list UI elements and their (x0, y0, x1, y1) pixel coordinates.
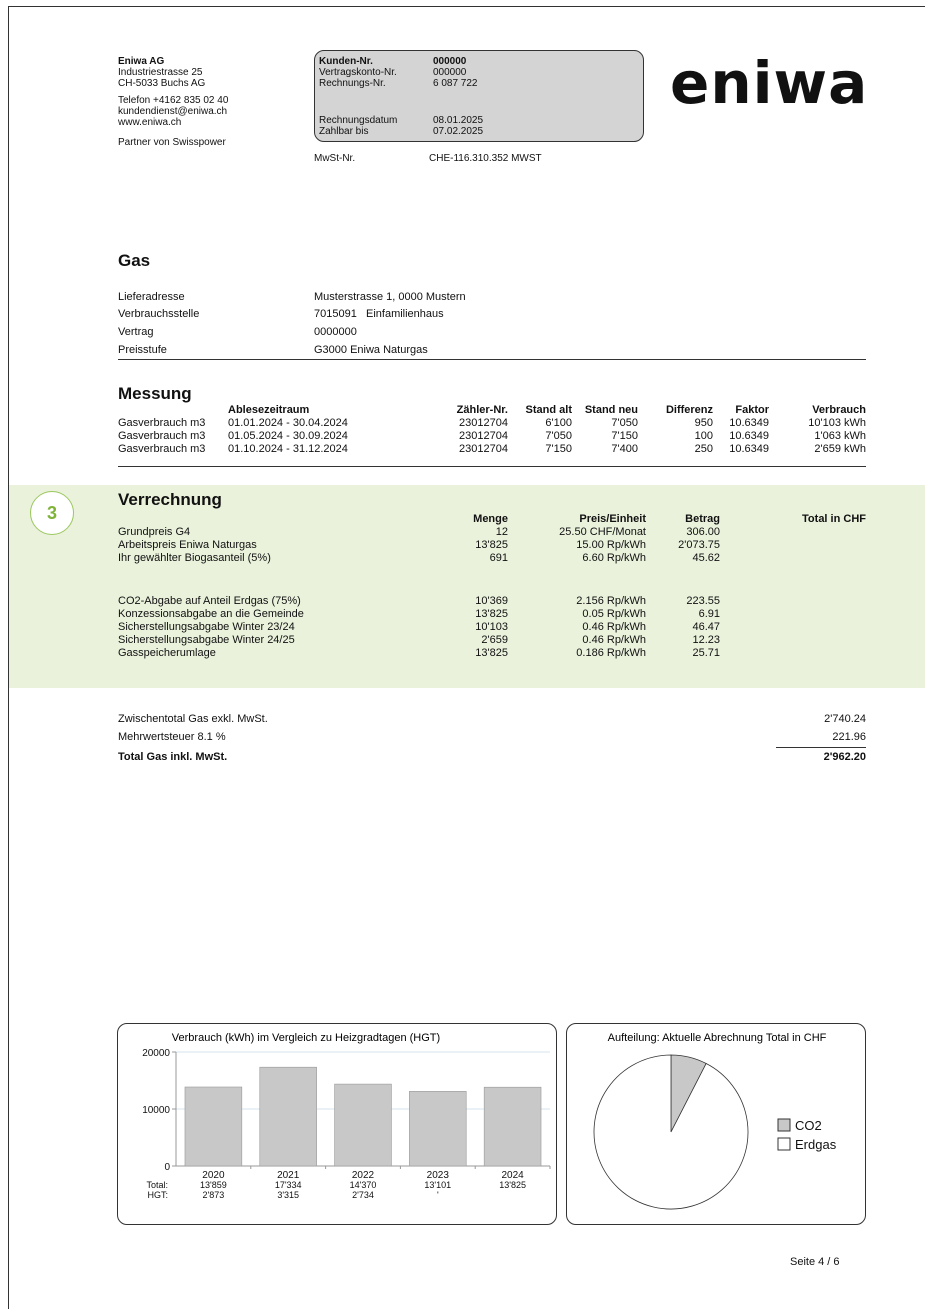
table-cell: 2'659 (481, 634, 508, 646)
hgt-row-label: HGT: (147, 1190, 168, 1200)
gas-detail-row (118, 343, 428, 357)
table-cell: 7'050 (545, 430, 572, 442)
table-cell: 7'050 (611, 417, 638, 429)
table-header-row (118, 513, 866, 526)
table-cell: Sicherstellungsabgabe Winter 23/24 (118, 621, 295, 633)
table-cell: 6'100 (545, 417, 572, 429)
total-label: 14'370 (349, 1180, 377, 1190)
table-cell: 23012704 (459, 443, 508, 455)
sender-email: kundendienst@eniwa.ch (118, 106, 228, 117)
vat-number-row (314, 153, 542, 164)
chart-title: Verbrauch (kWh) im Vergleich zu Heizgradtagen (HGT) (171, 1032, 441, 1044)
invoice-date-value: 08.01.2025 (433, 115, 484, 126)
x-tick-label: 2023 (426, 1170, 449, 1181)
table-cell: 13'825 (475, 647, 508, 659)
vat-label: Mehrwertsteuer 8.1 % (118, 731, 226, 743)
messung-section-title: Messung (118, 384, 192, 403)
table-row (118, 430, 866, 443)
bar-2021 (260, 1067, 317, 1166)
table-cell: 7'400 (611, 443, 638, 455)
subtotal-label: Zwischentotal Gas exkl. MwSt. (118, 713, 268, 725)
invoice-date-row (319, 115, 484, 126)
invoice-date-label: Rechnungsdatum (319, 115, 398, 126)
table-cell: 6.60 Rp/kWh (582, 552, 646, 564)
billing-table (118, 513, 866, 660)
column-header: Stand alt (525, 404, 572, 416)
column-header: Preis/Einheit (579, 513, 646, 525)
table-cell: 2'659 kWh (814, 443, 866, 455)
column-header: Differenz (665, 404, 713, 416)
due-date-row (319, 126, 484, 137)
total-label: 13'859 (200, 1180, 227, 1190)
gas-detail-label: Lieferadresse (118, 291, 185, 303)
page-number: Seite 4 / 6 (790, 1256, 840, 1268)
sender-partner: Partner von Swisspower (118, 137, 226, 148)
table-cell: 691 (489, 552, 508, 564)
table-row (118, 417, 866, 430)
total-label: 13'101 (424, 1180, 452, 1190)
table-cell: 10.6349 (729, 443, 769, 455)
legend-label: Erdgas (795, 1137, 837, 1152)
contract-account-row (319, 67, 467, 78)
table-cell: 0.05 Rp/kWh (582, 608, 646, 620)
table-cell: 950 (694, 417, 713, 429)
invoice-no-value: 6 087 722 (433, 78, 478, 89)
sender-city: CH-5033 Buchs AG (118, 78, 206, 89)
table-cell: Sicherstellungsabgabe Winter 24/25 (118, 634, 295, 646)
billing-section-title: Verrechnung (118, 490, 222, 509)
customer-no-value: 000000 (433, 56, 467, 67)
pie-slice-erdgas (594, 1055, 748, 1209)
table-cell: 10'103 (475, 621, 508, 633)
table-cell: 1'063 kWh (814, 430, 866, 442)
column-header: Verbrauch (812, 404, 866, 416)
column-header: Menge (473, 513, 508, 525)
customer-no-row (319, 56, 467, 67)
table-cell: 23012704 (459, 430, 508, 442)
table-cell: Gasverbrauch m3 (118, 430, 206, 442)
measurement-table (118, 404, 866, 456)
gas-detail-value: 0000000 (314, 326, 357, 338)
table-cell: 45.62 (692, 552, 720, 564)
table-row (118, 552, 866, 565)
table-cell: Gasspeicherumlage (118, 647, 216, 659)
gas-detail-label: Preisstufe (118, 344, 167, 356)
legend-swatch (778, 1119, 790, 1131)
hgt-label: 2'734 (352, 1190, 374, 1200)
table-cell: 2.156 Rp/kWh (576, 595, 646, 607)
table-cell: 15.00 Rp/kWh (576, 539, 646, 551)
table-row (118, 634, 866, 647)
hgt-label: 3'315 (277, 1190, 300, 1200)
total-label: 17'334 (274, 1180, 302, 1190)
table-cell: 13'825 (475, 608, 508, 620)
table-cell: 306.00 (686, 526, 720, 538)
table-header-row (118, 404, 866, 417)
table-cell: Gasverbrauch m3 (118, 443, 206, 455)
bar-2023 (409, 1091, 466, 1166)
invoice-no-label: Rechnungs-Nr. (319, 78, 386, 89)
invoice-no-row (319, 78, 478, 89)
sender-street: Industriestrasse 25 (118, 67, 203, 78)
y-tick-label: 10000 (142, 1105, 170, 1116)
column-header: Zähler-Nr. (456, 404, 508, 416)
table-cell: 12.23 (692, 634, 720, 646)
table-cell: 7'150 (545, 443, 572, 455)
table-cell: 23012704 (459, 417, 508, 429)
table-cell: 46.47 (692, 621, 720, 633)
due-date-value: 07.02.2025 (433, 126, 484, 137)
consumption-chart-panel (117, 1023, 557, 1225)
table-cell: 01.01.2024 - 30.04.2024 (228, 417, 348, 429)
contract-account-label: Vertragskonto-Nr. (319, 67, 397, 78)
sender-phone: Telefon +4162 835 02 40 (118, 95, 229, 106)
table-cell: 25.71 (692, 647, 720, 659)
total-divider (776, 747, 866, 748)
vat-value: 221.96 (832, 731, 866, 743)
table-cell: 10'103 kWh (808, 417, 866, 429)
column-header: Stand neu (584, 404, 638, 416)
table-cell: 250 (694, 443, 713, 455)
y-tick-label: 20000 (142, 1048, 170, 1059)
chart-title: Aufteilung: Aktuelle Abrechnung Total in CHF (607, 1032, 827, 1044)
table-cell: CO2-Abgabe auf Anteil Erdgas (75%) (118, 595, 301, 607)
gas-detail-label: Vertrag (118, 326, 154, 338)
sender-address (118, 56, 228, 148)
gas-detail-value: G3000 Eniwa Naturgas (314, 344, 428, 356)
subtotal-value: 2'740.24 (824, 713, 866, 725)
table-cell: 0.46 Rp/kWh (582, 621, 646, 633)
table-cell: Konzessionsabgabe an die Gemeinde (118, 608, 304, 620)
table-cell: 0.186 Rp/kWh (576, 647, 646, 659)
column-header: Total in CHF (802, 513, 866, 525)
table-row (118, 647, 866, 660)
due-date-label: Zahlbar bis (319, 126, 369, 137)
step-badge: 3 (30, 491, 74, 535)
table-cell: 12 (495, 526, 508, 538)
divider (118, 359, 866, 360)
table-cell: 01.10.2024 - 31.12.2024 (228, 443, 348, 455)
consumption-bar-chart (118, 1024, 558, 1226)
x-tick-label: 2024 (501, 1170, 524, 1181)
y-tick-label: 0 (164, 1162, 170, 1173)
customer-info-box (314, 50, 644, 142)
table-row (118, 526, 866, 539)
legend-swatch (778, 1138, 790, 1150)
table-cell: 10.6349 (729, 430, 769, 442)
gas-section-title: Gas (118, 251, 151, 270)
table-cell: 10.6349 (729, 417, 769, 429)
hgt-label: ' (436, 1190, 439, 1200)
sender-web: www.eniwa.ch (118, 117, 182, 128)
total-value: 2'962.20 (823, 751, 866, 763)
gas-detail-row (118, 307, 444, 321)
gas-detail-row (118, 325, 357, 339)
table-cell: 01.05.2024 - 30.09.2024 (228, 430, 348, 442)
table-cell: 223.55 (686, 595, 720, 607)
table-cell: Gasverbrauch m3 (118, 417, 206, 429)
table-cell: 13'825 (475, 539, 508, 551)
column-header: Faktor (735, 404, 769, 416)
vat-number-value: CHE-116.310.352 MWST (429, 153, 542, 164)
column-header: Ablesezeitraum (228, 404, 310, 416)
table-row (118, 608, 866, 621)
table-row (118, 539, 866, 552)
share-chart-panel (566, 1023, 866, 1225)
gas-detail-value: 7015091 Einfamilienhaus (314, 308, 444, 320)
column-header: Betrag (685, 513, 720, 525)
table-cell: 100 (694, 430, 713, 442)
share-pie-chart (567, 1024, 867, 1226)
divider (118, 466, 866, 467)
table-cell: 2'073.75 (678, 539, 720, 551)
bar-2020 (185, 1087, 242, 1166)
gas-detail-row (118, 290, 466, 304)
hgt-label: 2'873 (202, 1190, 225, 1200)
table-cell: 7'150 (611, 430, 638, 442)
table-cell: 10'369 (475, 595, 508, 607)
table-cell: 0.46 Rp/kWh (582, 634, 646, 646)
gas-detail-label: Verbrauchsstelle (118, 308, 200, 320)
contract-account-value: 000000 (433, 67, 467, 78)
gas-detail-value: Musterstrasse 1, 0000 Mustern (314, 291, 466, 303)
total-row-label: Total: (146, 1180, 168, 1190)
x-tick-label: 2022 (351, 1170, 375, 1181)
total-label: Total Gas inkl. MwSt. (118, 751, 228, 763)
bar-2024 (484, 1087, 541, 1166)
table-cell: Arbeitspreis Eniwa Naturgas (118, 539, 257, 551)
table-row (118, 595, 866, 608)
table-cell: Ihr gewählter Biogasanteil (5%) (118, 552, 271, 564)
table-row (118, 621, 866, 634)
sender-company: Eniwa AG (118, 56, 165, 67)
table-row (118, 443, 866, 456)
total-label: 13'825 (499, 1180, 526, 1190)
table-cell: 25.50 CHF/Monat (559, 526, 646, 538)
vat-number-label: MwSt-Nr. (314, 153, 356, 164)
table-cell: 6.91 (698, 608, 720, 620)
bar-2022 (335, 1084, 392, 1166)
table-cell: Grundpreis G4 (118, 526, 191, 538)
x-tick-label: 2020 (202, 1170, 225, 1181)
legend-label: CO2 (795, 1118, 822, 1133)
eniwa-logo: eniwa (670, 49, 869, 117)
customer-no-label: Kunden-Nr. (319, 56, 373, 67)
x-tick-label: 2021 (277, 1170, 300, 1181)
